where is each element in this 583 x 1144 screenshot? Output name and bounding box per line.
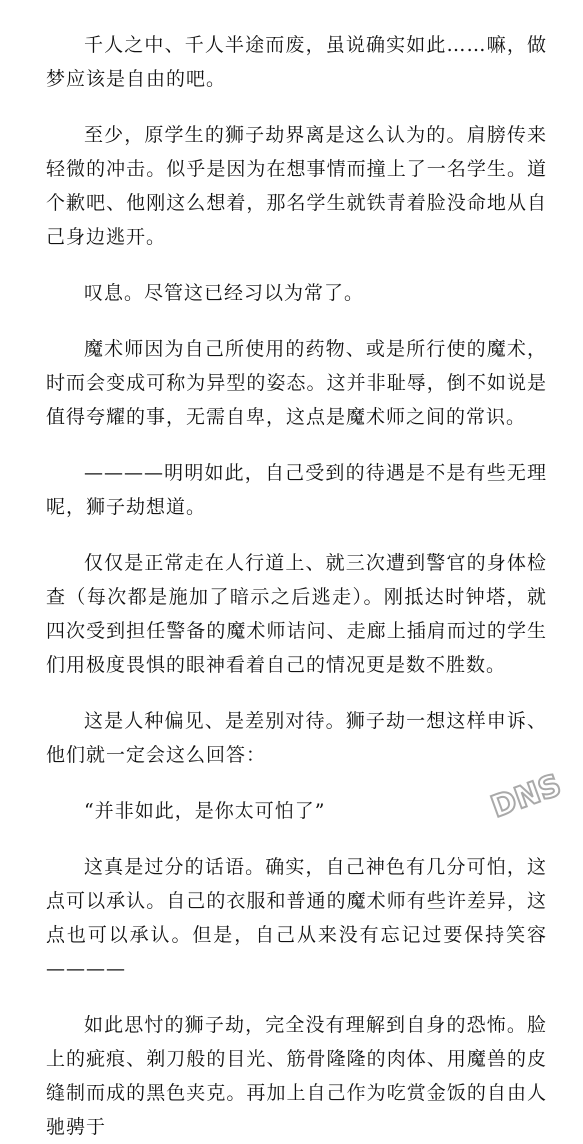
paragraph-6: 仅仅是正常走在人行道上、就三次遭到警官的身体检查（每次都是施加了暗示之后逃走）。刚抵达时钟塔，就四次受到担任警备的魔术师诘问、走廊上插肩而过的学生们用极度畏惧的眼神看着自己的情况更是数不胜数。 <box>46 552 547 676</box>
paragraph-7: 这是人种偏见、是差别对待。狮子劫一想这样申诉、他们就一定会这么回答： <box>46 710 547 766</box>
paragraph-9: 这真是过分的话语。确实，自己神色有几分可怕，这点可以承认。自己的衣服和普通的魔术师有些许差异，这点也可以承认。但是，自己从来没有忘记过要保持笑容———— <box>46 856 547 980</box>
paragraph-3: 叹息。尽管这已经习以为常了。 <box>84 282 365 304</box>
paragraph-2: 至少，原学生的狮子劫界离是这么认为的。肩膀传来轻微的冲击。似乎是因为在想事情而撞上了一名学生。道个歉吧、他刚这么想着，那名学生就铁青着脸没命地从自己身边逃开。 <box>46 124 547 248</box>
paragraph-4: 魔术师因为自己所使用的药物、或是所行使的魔术，时而会变成可称为异型的姿态。这并非耻辱，倒不如说是值得夸耀的事，无需自卑，这点是魔术师之间的常识。 <box>46 338 547 428</box>
watermark-text: DNS <box>486 767 566 826</box>
paragraph-10: 如此思忖的狮子劫，完全没有理解到自身的恐怖。脸上的疵痕、剃刀般的目光、筋骨隆隆的肉体、用魔兽的皮缝制而成的黑色夹克。再加上自己作为吃赏金饭的自由人驰骋于 <box>46 1014 547 1138</box>
paragraph-5: ————明明如此，自己受到的待遇是不是有些无理呢，狮子劫想道。 <box>46 462 547 518</box>
quote-paragraph: “并非如此，是你太可怕了” <box>84 800 326 822</box>
paragraph-1: 千人之中、千人半途而废，虽说确实如此……嘛，做梦应该是自由的吧。 <box>46 34 547 90</box>
